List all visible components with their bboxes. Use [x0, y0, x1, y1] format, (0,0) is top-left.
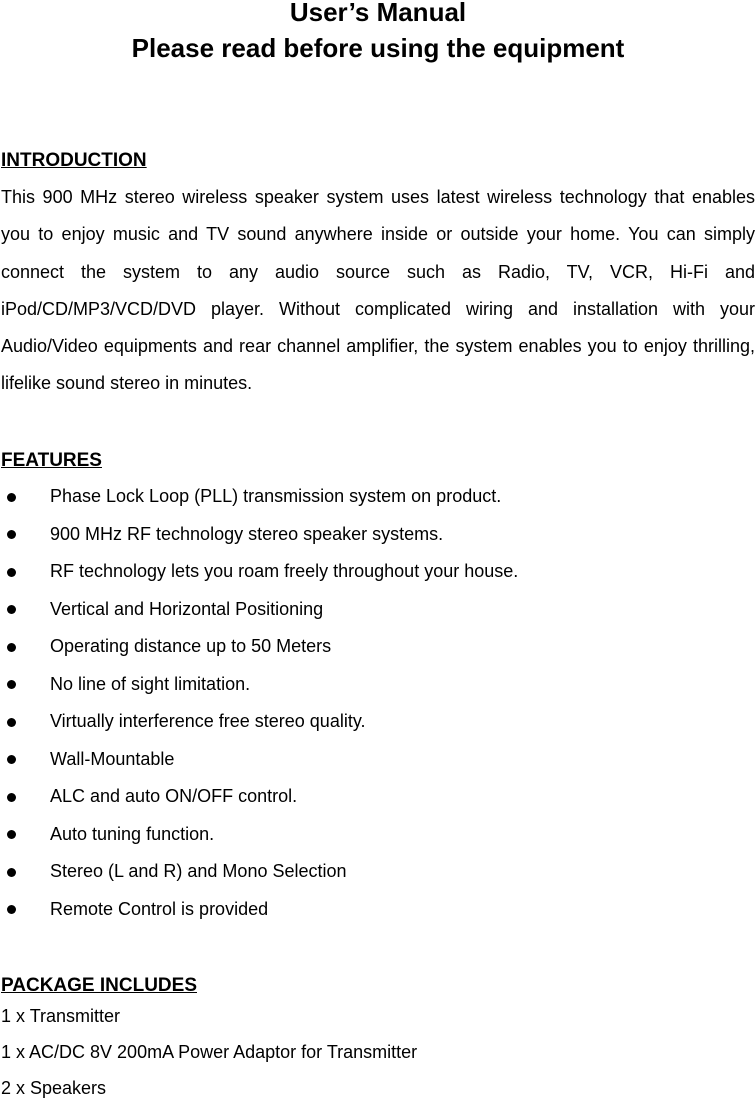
package-item: 1 x AC/DC 8V 200mA Power Adaptor for Transmitter [1, 1042, 418, 1062]
bullet-icon [7, 793, 16, 802]
feature-item [0, 778, 756, 816]
bullet-icon [7, 530, 16, 539]
package-list [1, 998, 417, 1106]
feature-item [0, 628, 756, 666]
bullet-icon [7, 680, 16, 689]
feature-item [0, 553, 756, 591]
feature-text: No line of sight limitation. [50, 673, 251, 694]
feature-item [0, 891, 756, 929]
feature-item [0, 703, 756, 741]
feature-text: Virtually interference free stereo quality. [50, 711, 366, 731]
features-list [0, 478, 756, 928]
feature-item [0, 666, 756, 704]
bullet-icon [7, 755, 16, 764]
bullet-icon [7, 718, 16, 727]
feature-text: Wall-Mountable [50, 748, 175, 769]
feature-item [0, 853, 756, 891]
feature-item [0, 816, 756, 854]
feature-text: Stereo (L and R) and Mono Selection [50, 861, 347, 881]
page-subtitle: Please read before using the equipment [131, 33, 625, 63]
bullet-icon [7, 568, 16, 577]
package-heading: PACKAGE INCLUDES [1, 975, 197, 996]
feature-text: Phase Lock Loop (PLL) transmission system on product. [50, 486, 502, 506]
introduction-heading: INTRODUCTION [1, 150, 147, 171]
bullet-icon [7, 493, 16, 502]
bullet-icon [7, 605, 16, 614]
features-heading: FEATURES [1, 450, 102, 471]
feature-item [0, 741, 756, 779]
bullet-icon [7, 905, 16, 914]
feature-text: Auto tuning function. [50, 823, 215, 844]
bullet-icon [7, 868, 16, 877]
page-title: User’s Manual [289, 0, 467, 27]
introduction-paragraph: This 900 MHz stereo wireless speaker system uses latest wireless technology that enables you to enjoy music and TV sound anywhere inside or outside your home. You can simply connect the system to any audio source such as Radio, TV, VCR, Hi-Fi and iPod/CD/MP3/VCD/DVD player. Without complicated wiring and installation with your Audio/Video equipments and rear channel amplifier, the system enables you to enjoy thrilling, lifelike sound stereo in minutes. [1, 187, 755, 394]
feature-text: ALC and auto ON/OFF control. [50, 786, 298, 806]
bullet-icon [7, 830, 16, 839]
feature-item [0, 591, 756, 629]
feature-text: Operating distance up to 50 Meters [50, 636, 332, 656]
feature-item [0, 516, 756, 554]
feature-text: Remote Control is provided [50, 898, 269, 919]
bullet-icon [7, 643, 16, 652]
feature-item [0, 478, 756, 516]
package-item: 2 x Speakers [1, 1078, 107, 1098]
feature-text: RF technology lets you roam freely throughout your house. [50, 561, 519, 581]
package-item: 1 x Transmitter [1, 1006, 121, 1026]
feature-text: Vertical and Horizontal Positioning [50, 598, 324, 619]
feature-text: 900 MHz RF technology stereo speaker systems. [50, 523, 444, 544]
